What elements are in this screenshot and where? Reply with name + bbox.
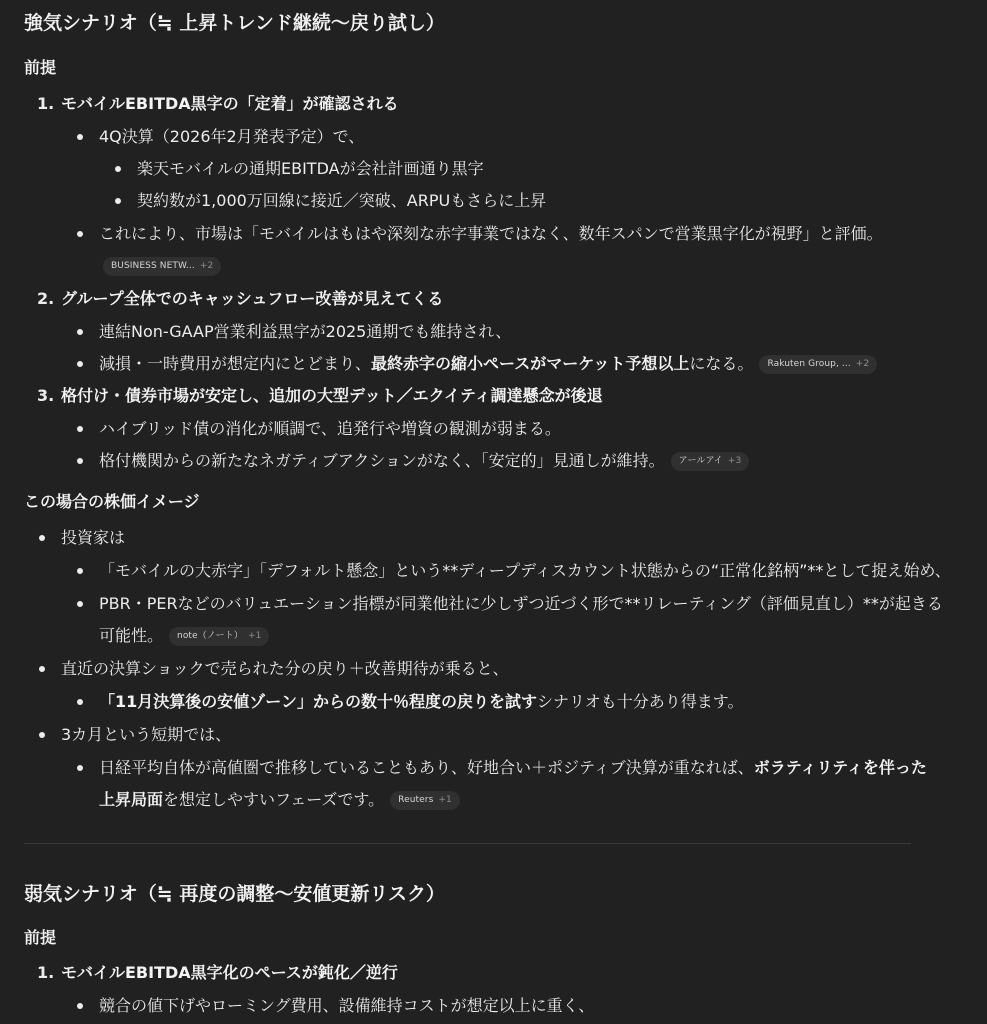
- list-item: 競合の値下げやローミング費用、設備維持コストが想定以上に重く、: [99, 996, 595, 1015]
- source-citation-chip[interactable]: [671, 452, 750, 471]
- section-divider: [24, 843, 911, 844]
- list-number: 1.: [37, 963, 55, 982]
- premise-item-title: モバイルEBITDA黒字化のペースが鈍化／逆行: [61, 963, 398, 982]
- chip-label: アールアイ: [678, 456, 723, 466]
- list-item: [99, 690, 744, 714]
- list-item: 契約数が1,000万回線に接近／突破、ARPUもさらに上昇: [137, 191, 547, 210]
- bear-scenario-heading: 弱気シナリオ（≒ 再度の調整～安値更新リスク）: [24, 883, 445, 905]
- chip-count: +2: [855, 359, 870, 369]
- text-segment: 日経平均自体が高値圏で推移していることもあり、好地合い＋ポジティブ決算が重なれば、: [99, 758, 754, 777]
- bullet-icon: [115, 166, 121, 172]
- chip-label: Reuters: [398, 795, 434, 805]
- premise-item-title: 格付け・債券市場が安定し、追加の大型デット／エクイティ調達懸念が後退: [61, 386, 603, 405]
- bullet-icon: [77, 1003, 83, 1009]
- source-citation-chip[interactable]: [390, 791, 460, 810]
- bullet-icon: [77, 329, 83, 335]
- bold-segment: 「11月決算後の安値ゾーン」からの数十％程度の戻りを試す: [99, 692, 537, 711]
- chip-label: Rakuten Group, ...: [767, 359, 851, 369]
- bullet-icon: [77, 426, 83, 432]
- bullet-icon: [115, 198, 121, 204]
- list-number: 1.: [37, 94, 55, 113]
- list-item: これにより、市場は「モバイルはもはや深刻な赤字事業ではなく、数年スパンで営業黒字化が視野」と評価。: [99, 224, 883, 243]
- chip-count: +3: [727, 456, 742, 466]
- text-segment: を想定しやすいフェーズです。: [163, 790, 385, 809]
- bull-scenario-heading: 強気シナリオ（≒ 上昇トレンド継続～戻り試し）: [24, 12, 445, 34]
- bullet-icon: [39, 732, 45, 738]
- bullet-icon: [77, 134, 83, 140]
- bold-segment: 最終赤字の縮小ペースがマーケット予想以上: [371, 354, 690, 373]
- bear-premise-label: 前提: [24, 928, 57, 947]
- bullet-icon: [39, 535, 45, 541]
- text-segment: 格付機関からの新たなネガティブアクションがなく、「安定的」見通しが維持。: [99, 451, 665, 470]
- list-number: 3.: [37, 386, 55, 405]
- bullet-icon: [39, 666, 45, 672]
- bullet-icon: [77, 568, 83, 574]
- bold-segment: ボラティリティを伴った: [753, 758, 927, 777]
- text-segment: 減損・一時費用が想定内にとどまり、: [99, 354, 372, 373]
- list-item: 楽天モバイルの通期EBITDAが会社計画通り黒字: [137, 159, 484, 178]
- bullet-icon: [77, 601, 83, 607]
- chip-count: +1: [247, 631, 262, 641]
- list-item: 直近の決算ショックで売られた分の戻り＋改善期待が乗ると、: [61, 659, 509, 678]
- text-segment: 可能性。: [99, 626, 164, 645]
- premise-item-title: グループ全体でのキャッシュフロー改善が見えてくる: [61, 289, 444, 308]
- list-item: 「モバイルの大赤字」「デフォルト懸念」という**ディープディスカウント状態からの“正常化銘柄”**として捉え始め、: [99, 561, 951, 580]
- chip-label: BUSINESS NETW...: [111, 261, 195, 271]
- chip-count: +1: [438, 795, 452, 805]
- bullet-icon: [77, 765, 83, 771]
- bullet-icon: [77, 458, 83, 464]
- list-item: ハイブリッド債の消化が順調で、追発行や増資の観測が弱まる。: [99, 419, 561, 438]
- source-citation-chip[interactable]: [759, 355, 877, 374]
- list-item: 4Q決算（2026年2月発表予定）で、: [99, 127, 365, 146]
- chip-label: note（ノート）: [177, 631, 243, 641]
- bullet-icon: [77, 699, 83, 705]
- list-item: 連結Non-GAAP営業利益黒字が2025通期でも維持され、: [99, 322, 512, 341]
- list-item-continuation: [99, 624, 269, 648]
- list-item: [99, 449, 749, 473]
- list-item: [99, 756, 927, 780]
- chip-count: +2: [199, 261, 214, 271]
- list-item-continuation: [99, 788, 460, 812]
- bold-segment: 上昇局面: [99, 790, 164, 809]
- source-citation-chip[interactable]: [169, 627, 269, 646]
- bull-premise-label: 前提: [24, 58, 57, 77]
- bullet-icon: [77, 361, 83, 367]
- list-number: 2.: [37, 289, 55, 308]
- list-item: 3カ月という短期では、: [61, 725, 232, 744]
- list-item: PBR・PERなどのバリュエーション指標が同業他社に少しずつ近づく形で**リレーティング（評価見直し）**が起きる: [99, 594, 943, 613]
- list-item: 投資家は: [61, 528, 126, 547]
- premise-item-title: モバイルEBITDA黒字の「定着」が確認される: [61, 94, 399, 113]
- bullet-icon: [77, 231, 83, 237]
- text-segment: シナリオも十分あり得ます。: [536, 692, 744, 711]
- text-segment: になる。: [689, 354, 754, 373]
- list-item: [99, 352, 877, 376]
- stock-image-label: この場合の株価イメージ: [24, 492, 200, 511]
- source-citation-chip[interactable]: [103, 257, 221, 276]
